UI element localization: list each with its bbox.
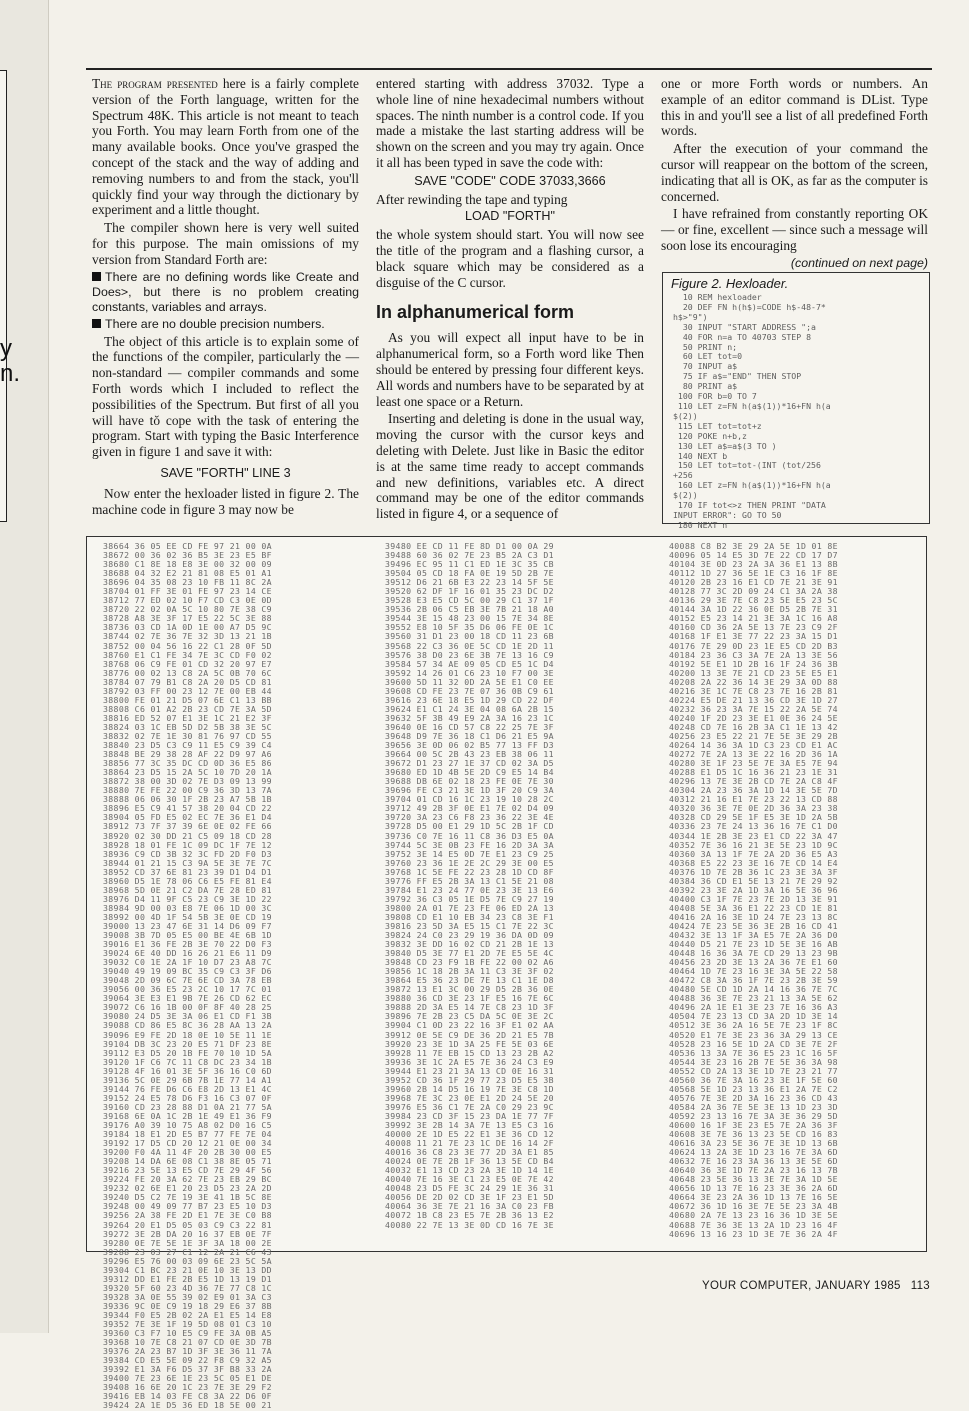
paragraph: the whole system should start. You will now see the title of the program and a flashing cursor, a black square which may be considered as a disguise of the C cursor. <box>376 227 644 290</box>
save-forth-command: SAVE "FORTH" LINE 3 <box>160 465 291 480</box>
section-heading: In alphanumerical form <box>376 302 575 323</box>
omission-bullet-2 <box>92 317 359 332</box>
bullet-square-icon <box>92 319 101 328</box>
paragraph: Now enter the hexloader listed in figure 2. The machine code in figure 3 may now be <box>92 485 359 517</box>
intro-lead: The program presented <box>92 76 218 91</box>
figure-caption: Figure 2. Hexloader. <box>671 276 789 291</box>
paragraph: Inserting and deleting is done in the usual way, moving the cursor with the cursor keys and deleting with Delete. Just like in Basic the editor is at the same time ready to accept commands and new definitions, variables etc. A direct command may be one of the editor commands listed in figure 4, or a sequence of <box>376 411 644 522</box>
intro-paragraph <box>92 76 359 218</box>
article-column-3 <box>661 76 928 272</box>
continued-note: (continued on next page) <box>790 255 928 270</box>
paragraph: I have refrained from constantly reporting OK — or fine, excellent — since such a message will soon lose its encouraging <box>661 206 928 253</box>
article-column-1 <box>92 76 359 519</box>
bullet-square-icon <box>92 272 101 281</box>
article-column-2 <box>376 76 644 524</box>
omission-bullet-1 <box>92 270 359 315</box>
hex-dump-column-2: 39480 EE CD 11 FE 8D D1 00 0A 29 39488 60 36 02 7E 23 B5 2A C3 D1 39496 EC 95 11 C1 ED 1E 3C 35 CB 39504 05 CD 18 FA 0E 19 5D 2B 7E 39512 D6 21 6B E3 22 23 14 5F 5E 39520 62 DF 1F 16 01 35 23 DC D2 39528 E3 E5 CD 5C 00 29 C1 37 1F 39536 2B 06 C5 EB 3E 7B 21 18 A0 39544 3E 15 48 23 00 15 7E 34 8E 39552 E8 10 5F 35 D6 06 FE 0E 1C 39560 31 D1 23 00 18 CD 11 23 6B 39568 22 C3 36 0E 5C CD 1E 2D 11 39576 38 D0 23 6E 3B 7E 13 16 C9 39584 57 34 AE 09 05 CD E5 1C D4 39592 14 26 01 C6 23 10 F7 00 3E 39600 5D 11 32 0D 2A 5E E1 C0 EE 39608 CD FE 23 7E 07 36 0B C9 61 39616 23 6E 18 E5 1D 29 CD 22 DF 39624 E1 C1 24 3E 04 08 6A 2B 15 39632 5F 3B 49 E9 2A 3A 16 23 1C 39640 0E 16 CD 57 C8 22 25 7E 3F 39648 D9 7E 36 18 C1 D6 21 E5 9A 39656 3E 0D 06 02 B5 77 13 FF D3 39664 00 5C 2B 43 23 EB 38 06 11 39672 D1 23 27 1E 37 CD 02 3A D5 39680 ED 1D 4B 5E 2D C9 E5 14 B4 39688 DB 6E 02 18 23 FE 0E 7E 30 39696 FE C3 21 3E 1D 3F 20 C9 3A 39704 01 CD 16 1C 23 19 10 28 2C 39712 49 2B 3F 0E E1 7E 02 D4 09 39720 3A 23 C6 F8 23 36 22 3E 4E 39728 D5 00 E1 29 1D 5C 2B 1F CD 39736 C0 7E 16 11 C8 36 D3 E5 0A 39744 5C 3E 0B 23 FE 16 2D 3A 3A 39752 3E 14 E5 0D 7E E1 23 C9 25 39760 23 36 1E 2E 2C 29 3E 00 E5 39768 1C 5E FE 22 23 28 1D CD 8F 39776 FF E5 2B 3A 13 C1 5E 21 08 39784 E1 23 24 77 0E 23 3E 13 E6 39792 36 C3 05 1E D5 7E C9 27 19 39800 2A 01 7E 23 FE 06 ED 2A 13 39808 CD E1 10 EB 34 23 C8 3E F1 39816 23 5D 3A E5 15 C1 7E 22 3C 39824 24 C0 23 29 19 36 DA 0D 09 39832 3E DD 16 02 CD 21 2B 1E 13 39840 D5 3E 77 E1 2D 7E E5 5E 4C 39848 CD 23 F9 1B FE 22 00 02 A6 39856 1C 18 2B 3A 11 C3 3E 3F 02 39864 E5 36 23 DE 7E 13 C1 1E D8 39872 13 E1 3C 00 29 D5 2B 36 0E 39880 36 CD 3E 23 1F E5 16 7E 6C 39888 2D 3A E5 14 7E C8 23 1D 3F 39896 7E 2B 23 C5 DA 5C 0E 3E 2C 39904 C1 0D 23 22 16 3F E1 02 AA 39912 0E 5E C9 DE 36 2D 21 E5 7B 39920 23 3E 1D 3A 25 FE 5E 03 6E 39928 11 7E EB 15 CD 13 23 2B A2 39936 3E 1C 2A E5 7E 36 24 C3 E9 39944 E1 23 21 3A 13 CD 0E 16 31 39952 CD 36 1F 29 77 23 D5 E5 3B 39960 2B 14 D5 16 19 7E 3E C8 1D 39968 7E 3C 23 0E E1 2D 24 5E 20 39976 E5 36 C1 7E 2A C0 29 23 9C 39984 23 CD 3F 15 23 DA 1E 77 7F 39992 3E 2B 14 3A 7E 13 E5 C3 16 40000 2E 1D E5 22 E1 3E 36 CD 12 40008 11 21 7E 23 1C DE 16 14 2F 40016 36 C8 23 3E 77 2D 3A E1 85 40024 0E 7E 2B 1F 36 13 5E CD B4 40032 E1 13 CD 23 2A 3E 1D 14 1E 40040 7E 16 3E C1 23 E5 0E 7E 42 40048 23 D5 FE 3C 24 29 1E 36 31 40056 DE 2D 02 CD 3E 1F 23 E1 5D 40064 36 3E 7E 21 16 3A C0 23 FB 40072 1B C8 23 E5 7E 2B 36 13 E2 40080 22 7E 13 3E 0D CD 16 7E 3E <box>385 541 554 1230</box>
top-rule <box>86 68 932 70</box>
gutter-glyph-2: n. <box>0 360 21 387</box>
gutter-glyph-1: y <box>0 335 12 362</box>
bullet-text: There are no double precision numbers. <box>105 316 325 331</box>
gutter-box <box>0 70 7 522</box>
paragraph: After rewinding the tape and typing <box>376 191 568 207</box>
hexloader-listing: 10 REM hexloader 20 DEF FN h(h$)=CODE h$-48-7* h$>"9") 30 INPUT "START ADDRESS ";a 40 FOR n=a TO 40703 STEP 8 50 PRINT n; 60 LET tot=0 70 INPUT a$ 75 IF a$="END" THEN STOP 80 PRINT a$ 100 FOR b=0 TO 7 110 LET z=FN h(a$(1))*16+FN h(a $(2)) 115 LET tot=tot+z 120 POKE n+b,z 130 LET a$=a$(3 TO ) 140 NEXT b 150 LET tot=tot-(INT (tot/256 +256 160 LET z=FN h(a$(1))*16+FN h(a $(2)) 170 IF tot<>z THEN PRINT "DATA INPUT ERROR": GO TO 50 180 NEXT n <box>673 292 831 530</box>
paragraph: As you will expect all input have to be in alphanumerical form, so a Forth word like Then should be entered by pressing four different keys. All words and numbers have to be separated by at least one space or a Return. <box>376 330 644 409</box>
page-number: 113 <box>910 1280 930 1292</box>
save-code-command: SAVE "CODE" CODE 37033,3666 <box>414 173 606 188</box>
hex-dump-column-1: 38664 36 05 EE CD FE 97 21 00 0A 38672 00 36 02 36 B5 3E 23 E5 BF 38680 C1 8E 18 E8 3E 00 32 00 09 38688 04 32 E2 21 81 08 E5 01 A1 38696 04 35 08 23 10 FB 11 8C 2A 38704 01 FF 3E 01 FE 97 23 14 CE 38712 77 ED 02 10 F7 CD C3 0E 0D 38720 22 02 0A 5C 10 80 7E 38 C9 38728 A8 3E 3F 17 E5 22 5C 3E 88 38736 03 CD 1A 0D 1E 00 A7 D5 9C 38744 02 7E 36 7E 32 3D 13 21 1B 38752 00 04 56 16 22 C1 28 0F 5D 38760 E1 C1 FE 34 7E 3C CD F0 02 38768 06 C9 FE 01 CD 32 20 97 E7 38776 00 02 13 C8 2A 5C 0B 70 6C 38784 07 79 B1 C8 2A 20 D5 CD 81 38792 03 FF 00 23 12 7E 00 EB 44 38800 FE 01 21 D5 07 6E C1 13 BB 38808 C6 01 A2 2B 23 CD 7E 3A 5D 38816 ED 52 07 E1 3E 1C 21 E2 3F 38824 03 1C EB 5D D2 5B 38 3E 5C 38832 02 7E 1E 30 81 76 97 CD 55 38840 23 D5 C3 C9 11 E5 C9 39 C4 38848 BE 29 38 28 AF 22 D9 97 A6 38856 77 3C 35 DC CD 0D 36 E5 86 38864 23 D5 15 2A 5C 10 7D 20 1A 38872 38 00 3D 02 7E D3 09 13 99 38880 7E FE 22 00 C9 36 3D 13 7A 38888 06 06 30 1F 2B 23 A7 5B 1B 38896 E5 C9 41 57 38 20 04 CD 22 38904 05 FD E5 02 EC 7E 36 E1 D4 38912 73 7F 37 39 6E 0E 02 FE 66 38920 02 30 DD 21 C5 09 18 CD 28 38928 18 01 FE 1C 09 DC 1F 7E 12 38936 C9 CD 3B 32 3C FD 2D F0 D3 38944 01 21 15 C3 9A 5E 3E 7E 7C 38952 CD 37 6E 81 23 39 D1 D4 D1 38960 D5 1E 78 06 C6 E5 FE 81 E4 38968 5D 0E 21 C2 DA 7E 28 ED 81 38976 D4 11 9F C5 23 C9 3E 1D 22 38984 9D 00 03 E8 7E 06 1D 00 3C 38992 00 4D 1F 54 5B 3E 0E CD 19 39000 13 23 47 6E 31 14 D6 09 F7 39008 3B 7D 05 E5 00 BE 4E 6B 1D 39016 E1 36 FE 2B 3E 70 22 D0 F3 39024 6E 40 DD 16 26 21 E6 11 D9 39032 C0 1E 2A 1F 10 D7 23 A8 7C 39040 49 19 09 BC 35 C9 C3 3F D6 39048 2D 09 6C 7E 6E CD 3A 78 EB 39056 00 36 E5 23 2C 10 17 7C 01 39064 3E E3 E1 9B 7E 26 CD 62 EC 39072 C6 16 1B 00 0F 8F 40 28 25 39080 24 D5 3E 3A 06 E1 CD F1 3B 39088 CD 86 E5 8C 36 28 AA 13 2A 39096 E9 FE 2D 18 0E 10 5E 11 1E 39104 DB 3C 23 20 E5 71 DF 23 8E 39112 E3 D5 20 1B FE 70 10 1D 5A 39120 1F C6 7C 11 C8 DC 23 34 1B 39128 4F 16 01 3E 5F 36 16 C0 6D 39136 5C 0E 29 6B 7B 1E 77 14 A1 39144 76 FE D6 C6 E8 2D 13 E1 4C 39152 24 E5 78 D6 F3 16 C3 07 0F 39160 CD 23 28 88 D1 0A 21 77 5A 39168 6E 0A 1C 2B 1E 49 E1 36 F9 39176 A0 39 10 75 A8 02 D0 16 C5 39184 18 E1 2D E5 B7 77 FE 7E 04 39192 17 D5 CD 20 12 21 0E 00 34 39200 F0 4A 11 4F 20 2B 30 00 E5 39208 14 DA 6E 08 C1 38 8E 05 71 39216 23 5E 13 E5 CD 7E 29 4F 56 39224 FE 20 3A 62 7E 23 EB 29 BC 39232 02 6E E1 20 23 D5 23 2A 2D 39240 D5 C2 7E 19 3E 41 1B 5C 8E 39248 00 49 09 77 B7 23 E5 10 D3 39256 2A 38 FE 2D E1 7E 3E C0 B8 39264 20 E1 D5 05 03 C9 C3 22 81 39272 3E 2B DA 20 16 37 EB 0E 7F 39280 0E 7E 5E 1E 3F 3A 18 00 2E 39288 23 03 27 C1 12 2A 21 C6 43 39296 E5 76 00 03 09 6E 23 5C 5A 39304 C1 BC 23 21 0E 10 3E 13 DD 39312 DD E1 FE 2B E5 1D 13 19 D1 39320 5F 60 23 4D 36 7E 77 C8 1C 39328 3A 0E 55 39 02 E9 01 3A C3 39336 9C 0E C9 19 18 29 E6 37 8B 39344 F0 E5 2B 02 2A E1 E5 14 E8 39352 7E 3E 1F 19 5D 08 01 C3 10 39360 C3 F7 10 E5 C9 FE 3A 0B A5 39368 10 7E C8 21 07 CD 0E 3D 7B 39376 2A 23 B7 1D 3F 3E 36 11 7A 39384 CD E5 5E 09 22 F8 C9 32 A5 39392 E1 3A F6 D5 37 3F B8 33 2A 39400 7E 23 6E 1E 23 5C 05 E1 DE 39408 16 6E 20 1C 23 7E 3E 29 F2 39416 EB 14 03 FE C8 3A 22 D6 0F 39424 2A 1E D5 36 ED 18 5E 00 21 <box>103 541 272 1411</box>
magazine-issue: YOUR COMPUTER, JANUARY 1985 <box>702 1280 901 1292</box>
paragraph: one or more Forth words or numbers. An example of an editor command is DList. Type this in and you'll see a list of all predefined Forth words. <box>661 76 928 139</box>
hex-dump-column-3: 40088 C8 B2 3E 29 2A 5E 1D 01 8E 40096 05 14 E5 3D 7E 22 CD 17 D7 40104 3E 0D 23 2A 3A 36 E1 13 8B 40112 1D 27 36 5E 1E C3 16 1F 8E 40120 2B 23 16 E1 CD 7E 21 3E 91 40128 77 3C 2D 09 24 C1 3A 2A 38 40136 29 3E 7E C8 23 5E E5 23 5C 40144 3A 1D 22 36 0E D5 2B 7E 31 40152 E5 23 14 21 3E 3A 1C 16 A8 40160 CD 36 2A 5E 13 7E 23 C9 2F 40168 1F E1 3E 77 22 23 3A 15 D1 40176 7E 29 0D 23 1E E5 CD 2D B3 40184 23 36 C3 3A 7E 2A 13 3E 56 40192 5E E1 1D 2B 16 1F 24 36 3B 40200 13 3E 7E 21 CD 23 5E E5 E1 40208 2A 22 36 14 3E 29 3A 0D 88 40216 3E 1C 7E C8 23 7E 16 2B 81 40224 E5 DE 21 13 36 CD 3E 1D 27 40232 36 23 3A 7E 15 22 2A 5E 74 40240 1F 2D 23 3E E1 0E 36 24 5E 40248 CD 7E 16 2B 3A C1 1E 13 42 40256 23 E5 22 21 7E 5E 3E 29 2B 40264 14 36 3A 1D C3 23 CD E1 AC 40272 7E 2A 13 3E 22 16 2D 36 1A 40280 3E 1F 23 5E 7E 3A E5 7E 94 40288 E1 D5 1C 16 36 21 23 1E 31 40296 13 7E 3E 2B CD 7E 2A C8 4F 40304 2A 23 36 3A 1D 14 3E 5E 7D 40312 21 16 E1 7E 23 22 13 CD 88 40320 36 3E 7E 0E 2D 36 3A 23 38 40328 CD 29 5E 1F E5 3E 1D 2A 5B 40336 23 7E 24 13 36 16 7E C1 D0 40344 1E 2B 3E 23 E1 CD 22 3A 47 40352 7E 36 16 21 3E 5E 23 1D 9C 40360 3A 13 1F 7E 2A 2D 36 E5 A3 40368 E5 22 23 3E 16 7E CD 14 E4 40376 1D 7E 2B 36 1C 23 3E 3A 3F 40384 36 CD E1 5E 13 21 7E 29 92 40392 23 3E 2A 1D 3A 16 5E 36 96 40400 C3 1F 7E 23 7E 2D 13 3E 91 40408 5E 3A 36 E1 22 23 CD 1E 81 40416 2A 16 3E 1D 24 7E 23 13 8C 40424 7E 23 5E 36 3E 2B 16 CD 41 40432 3E 13 1F 3A E5 7E 2A 36 D0 40440 D5 21 7E 23 1D 5E 3E 16 AB 40448 16 36 3A 7E CD 29 13 23 9B 40456 23 2D 3E 13 2A 36 7E E1 60 40464 1D 7E 23 16 3E 3A 5E 22 58 40472 C8 3A 36 1F 7E 23 2B 3E 59 40480 5E CD 1D 2A 14 16 36 7E 7C 40488 36 3E 7E 23 21 13 3A 5E 62 40496 2A 1E E1 3E 23 7E 16 36 A3 40504 7E 23 13 CD 3A 2D 1D 3E 14 40512 3E 36 2A 16 5E 7E 23 1F 8C 40520 E1 7E 3E 23 36 3A 29 13 CE 40528 23 16 5E 1D 2A CD 3E 7E 2F 40536 13 3A 7E 36 E5 23 1C 16 5F 40544 3E 23 16 2B 7E 5E 36 3A 98 40552 CD 2A 13 3E 1D 7E 23 21 77 40560 36 7E 3A 16 23 3E 1F 5E 60 40568 5E 1D 23 13 36 E1 2A 7E C2 40576 7E 3E 2D 3A 16 23 36 CD 43 40584 2A 36 7E 5E 3E 13 1D 23 3D 40592 23 13 16 7E 3A 3E 36 29 5D 40600 16 1F 3E 23 E5 7E 2A 36 3F 40608 3E 7E 36 13 23 5E CD 16 83 40616 3A 23 5E 36 7E 3E 1D 13 6B 40624 13 2A 3E 1D 23 16 7E 3A 6D 40632 7E 16 23 3A 36 13 3E 5E 6D 40640 36 3E 1D 7E 2A 23 16 13 7B 40648 23 5E 36 13 3E 7E 3A 1D 5E 40656 1D 13 7E 16 23 3E 36 2A 6D 40664 3E 23 2A 36 1D 13 7E 16 5E 40672 36 1D 16 3E 7E 5E 23 3A 4B 40680 2A 7E 13 23 16 36 1D 3E 5E 40688 7E 36 3E 13 2A 1D 23 16 4F 40696 13 16 23 1D 3E 7E 36 2A 4F <box>669 541 838 1239</box>
paragraph: After the execution of your command the cursor will reappear on the bottom of the screen, indicating that all is OK, as far as the computer is concerned. <box>661 141 928 204</box>
paragraph: The object of this article is to explain some of the functions of the compiler, particularly the — non-standard — compiler commands and some Forth words which I included to reflect the possibilities of the Spectrum. But first of all you will have tŏ cope with the task of entering the program. Start with typing the Basic Interference given in figure 1 and save it with: <box>92 333 359 460</box>
figure-2-hexloader <box>662 272 930 530</box>
bullet-text: There are no defining words like Create and Does>, but there is no problem creating constants, variables and arrays. <box>92 269 359 314</box>
page-footer <box>702 1280 930 1292</box>
paragraph: entered starting with address 37032. Type a whole line of nine hexadecimal numbers without spaces. The ninth number is a control code. If you made a mistake the last starting address will be shown on the screen and you may try again. Once it all has been typed in save the code with: <box>376 76 644 170</box>
intro-rest: here is a fairly complete version of the Forth language, written for the Spectrum 48K. This article is not meant to teach you Forth. You may learn Forth from one of the many available books. Once you've grasped the concept of the stack and the way of adding and removing numbers to and from the stack, you'll quickly find your way through the dictionary by experiment and a little thought. <box>92 76 359 218</box>
load-forth-command: LOAD "FORTH" <box>465 209 555 224</box>
paragraph: The compiler shown here is very well suited for this purpose. The main omissions of my version from Standard Forth are: <box>92 220 359 267</box>
left-page-gutter <box>0 0 49 1333</box>
